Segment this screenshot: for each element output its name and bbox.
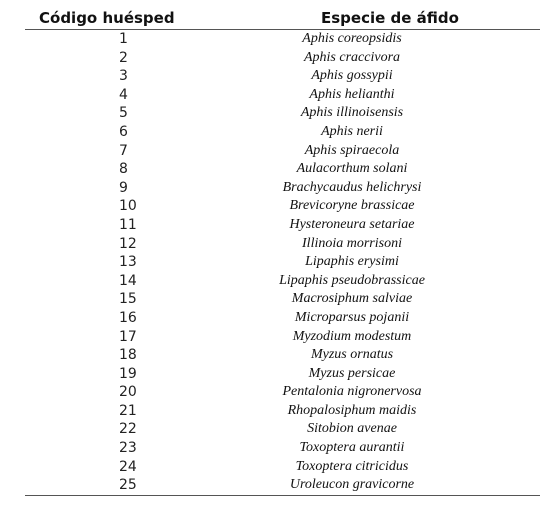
host-species-table (25, 8, 540, 496)
host-species-table-container (25, 8, 540, 496)
aphid-species-name: Brevicoryne brassicae (289, 198, 415, 214)
host-code-cell: 5 (119, 105, 128, 122)
table-row (25, 142, 540, 161)
table-row (25, 476, 540, 495)
table-row (25, 383, 540, 402)
aphid-species-name: Rhopalosiphum maidis (287, 402, 417, 418)
aphid-species-name: Hysteroneura setariae (289, 216, 415, 232)
table-row (25, 365, 540, 384)
table-row (25, 402, 540, 421)
table-row (25, 104, 540, 123)
table-row (25, 160, 540, 179)
host-code-cell: 12 (119, 235, 137, 252)
aphid-species-cell (240, 197, 540, 216)
aphid-species-name: Myzus persicae (308, 365, 396, 381)
host-code-cell: 20 (119, 384, 137, 401)
aphid-species-cell (240, 346, 540, 365)
aphid-species-cell (240, 160, 540, 179)
aphid-species-name: Toxoptera citricidus (295, 458, 409, 474)
aphid-species-name: Lipaphis pseudobrassicae (279, 272, 425, 288)
host-code-cell: 4 (119, 86, 128, 103)
aphid-species-name: Aulacorthum solani (296, 161, 408, 177)
table-row (25, 458, 540, 477)
table-row (25, 67, 540, 86)
host-code-cell: 7 (119, 142, 128, 159)
host-code-cell: 25 (25, 476, 240, 495)
aphid-species-cell (240, 365, 540, 384)
host-code-cell: 18 (119, 347, 137, 364)
host-code-cell: 1 (119, 31, 128, 47)
host-code-cell: 23 (119, 440, 137, 457)
aphid-species-cell (240, 272, 540, 291)
aphid-species-name: Macrosiphum salviae (291, 291, 413, 307)
host-code-cell: 21 (119, 402, 137, 419)
aphid-species-name: Myzodium modestum (292, 328, 412, 344)
aphid-species-name: Aphis craccivora (303, 49, 401, 65)
aphid-species-cell (240, 104, 540, 123)
aphid-species-name: Lipaphis erysimi (305, 254, 399, 270)
table-row (25, 328, 540, 347)
aphid-species-name: Aphis helianthi (309, 86, 395, 102)
aphid-species-name: Pentalonia nigronervosa (282, 384, 422, 400)
host-code-cell: 24 (119, 458, 137, 475)
aphid-species-cell (240, 67, 540, 86)
table-header (25, 8, 540, 30)
table-row (25, 179, 540, 198)
host-code-cell: 3 (119, 68, 128, 85)
host-code-cell: 22 (119, 421, 137, 438)
aphid-species-cell (240, 458, 540, 477)
aphid-species-cell (240, 235, 540, 254)
header-row (25, 8, 540, 30)
table-row (25, 30, 540, 49)
header-host-code: Código huésped (25, 8, 240, 30)
host-code-cell: 17 (119, 328, 137, 345)
aphid-species-cell (240, 383, 540, 402)
table-row (25, 420, 540, 439)
host-code-cell: 9 (119, 179, 128, 196)
host-code-cell: 19 (119, 365, 137, 382)
host-code-cell: 14 (119, 272, 137, 289)
host-code-cell: 6 (119, 123, 128, 140)
table-row (25, 235, 540, 254)
host-code-cell: 8 (119, 161, 128, 178)
aphid-species-name: Aphis illinoisensis (300, 105, 404, 121)
table-row (25, 309, 540, 328)
table-body (25, 30, 540, 496)
table-row (25, 123, 540, 142)
table-row (25, 197, 540, 216)
table-row (25, 272, 540, 291)
aphid-species-cell (240, 216, 540, 235)
aphid-species-cell (240, 142, 540, 161)
aphid-species-name: Sitobion avenae (307, 421, 397, 437)
aphid-species-cell (240, 439, 540, 458)
aphid-species-cell (240, 402, 540, 421)
host-code-cell: 13 (119, 254, 137, 271)
aphid-species-name: Brachycaudus helichrysi (282, 179, 422, 195)
table-row (25, 290, 540, 309)
aphid-species-name: Aphis gossypii (311, 68, 393, 84)
aphid-species-cell (240, 179, 540, 198)
aphid-species-cell (240, 123, 540, 142)
aphid-species-cell (240, 49, 540, 68)
aphid-species-cell (240, 30, 540, 49)
host-code-cell: 15 (119, 291, 137, 308)
aphid-species-cell (240, 476, 540, 495)
aphid-species-cell (240, 328, 540, 347)
table-row (25, 216, 540, 235)
aphid-species-name: Aphis spiraecola (304, 142, 400, 158)
aphid-species-cell (240, 290, 540, 309)
table-row (25, 49, 540, 68)
aphid-species-name: Uroleucon gravicorne (289, 477, 415, 493)
aphid-species-name: Aphis coreopsidis (302, 31, 402, 46)
host-code-cell: 11 (119, 216, 137, 233)
aphid-species-cell (240, 86, 540, 105)
aphid-species-name: Myzus ornatus (310, 347, 394, 363)
table-row (25, 253, 540, 272)
host-code-cell: 2 (119, 49, 128, 66)
host-code-cell: 16 (119, 309, 137, 326)
table-row (25, 346, 540, 365)
aphid-species-name: Aphis nerii (321, 123, 383, 139)
aphid-species-cell (240, 420, 540, 439)
host-code-cell: 10 (119, 198, 137, 215)
aphid-species-cell (240, 253, 540, 272)
aphid-species-name: Illinoia morrisoni (302, 235, 402, 251)
aphid-species-name: Microparsus pojanii (294, 309, 410, 325)
table-row (25, 439, 540, 458)
aphid-species-name: Toxoptera aurantii (299, 440, 405, 456)
header-aphid-species: Especie de áfido (240, 8, 540, 30)
table-row (25, 86, 540, 105)
aphid-species-cell (240, 309, 540, 328)
